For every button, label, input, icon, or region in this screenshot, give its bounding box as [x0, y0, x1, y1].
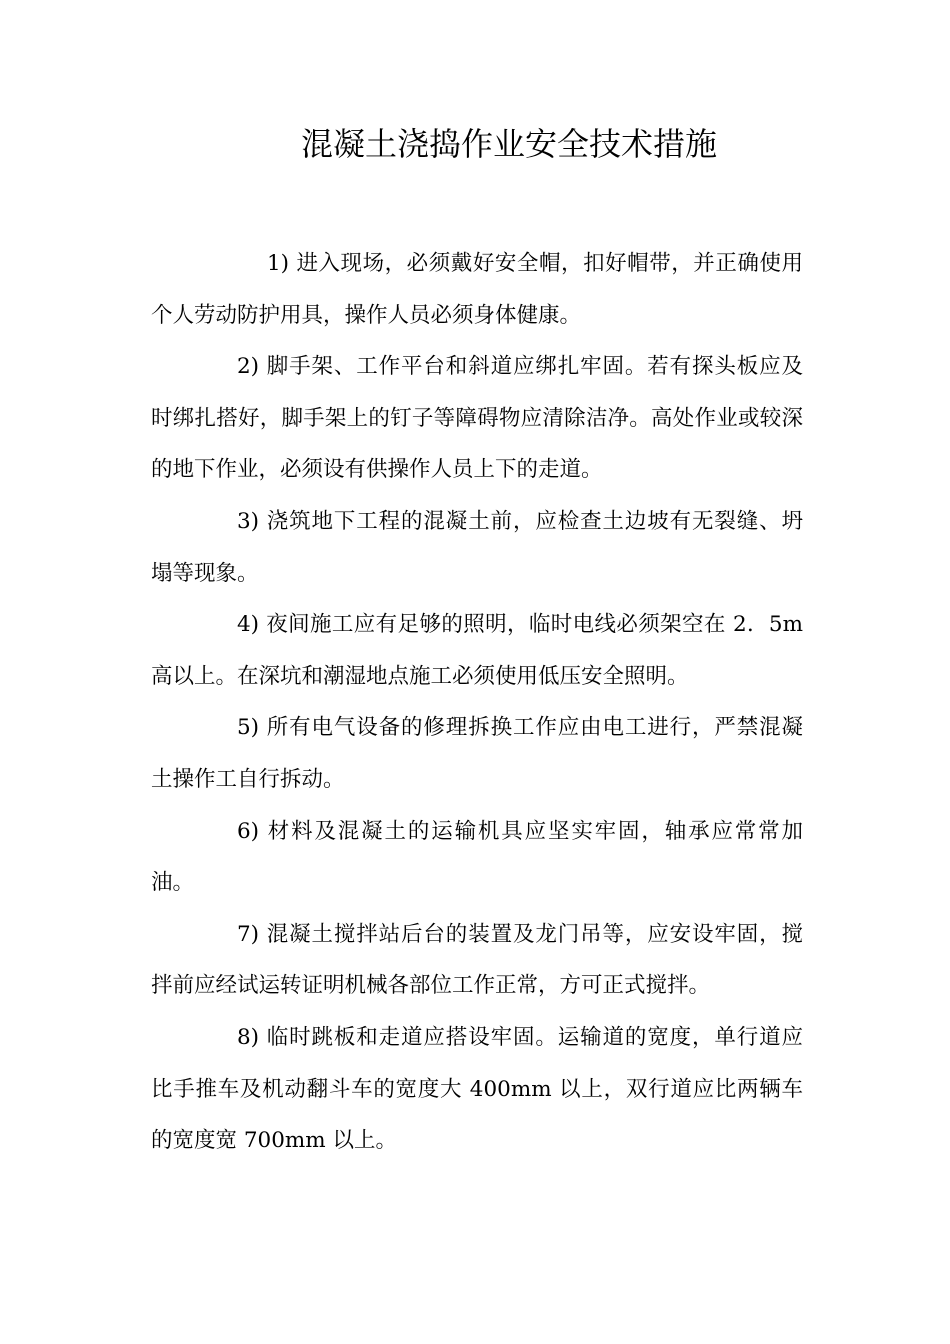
paragraph-1: 1) 进入现场，必须戴好安全帽，扣好帽带，并正确使用个人劳动防护用具，操作人员必须身体健康。	[151, 251, 803, 328]
document-title: 混凝土浇捣作业安全技术措施	[300, 125, 717, 163]
paragraph-6: 6) 材料及混凝土的运输机具应坚实牢固，轴承应常常加油。	[151, 818, 803, 896]
paragraph-7: 7) 混凝土搅拌站后台的装置及龙门吊等，应安设牢固，搅拌前应经试运转证明机械各部位工作正常，方可正式搅拌。	[151, 921, 803, 999]
paragraph-3: 3) 浇筑地下工程的混凝土前，应检查土边坡有无裂缝、坍塌等现象。	[151, 508, 803, 586]
paragraph-5: 5) 所有电气设备的修理拆换工作应由电工进行，严禁混凝土操作工自行拆动。	[151, 715, 803, 792]
document-body	[151, 238, 803, 1167]
paragraph-8: 8) 临时跳板和走道应搭设牢固。运输道的宽度，单行道应比手推车及机动翻斗车的宽度大 400mm 以上，双行道应比两辆车的宽度宽 700mm 以上。	[151, 1024, 803, 1154]
paragraph-2: 2) 脚手架、工作平台和斜道应绑扎牢固。若有探头板应及时绑扎搭好，脚手架上的钉子等障碍物应清除洁净。高处作业或较深的地下作业，必须设有供操作人员上下的走道。	[151, 354, 803, 483]
paragraph-4: 4) 夜间施工应有足够的照明，临时电线必须架空在 2．5m 高以上。在深坑和潮湿地点施工必须使用低压安全照明。	[151, 612, 803, 689]
